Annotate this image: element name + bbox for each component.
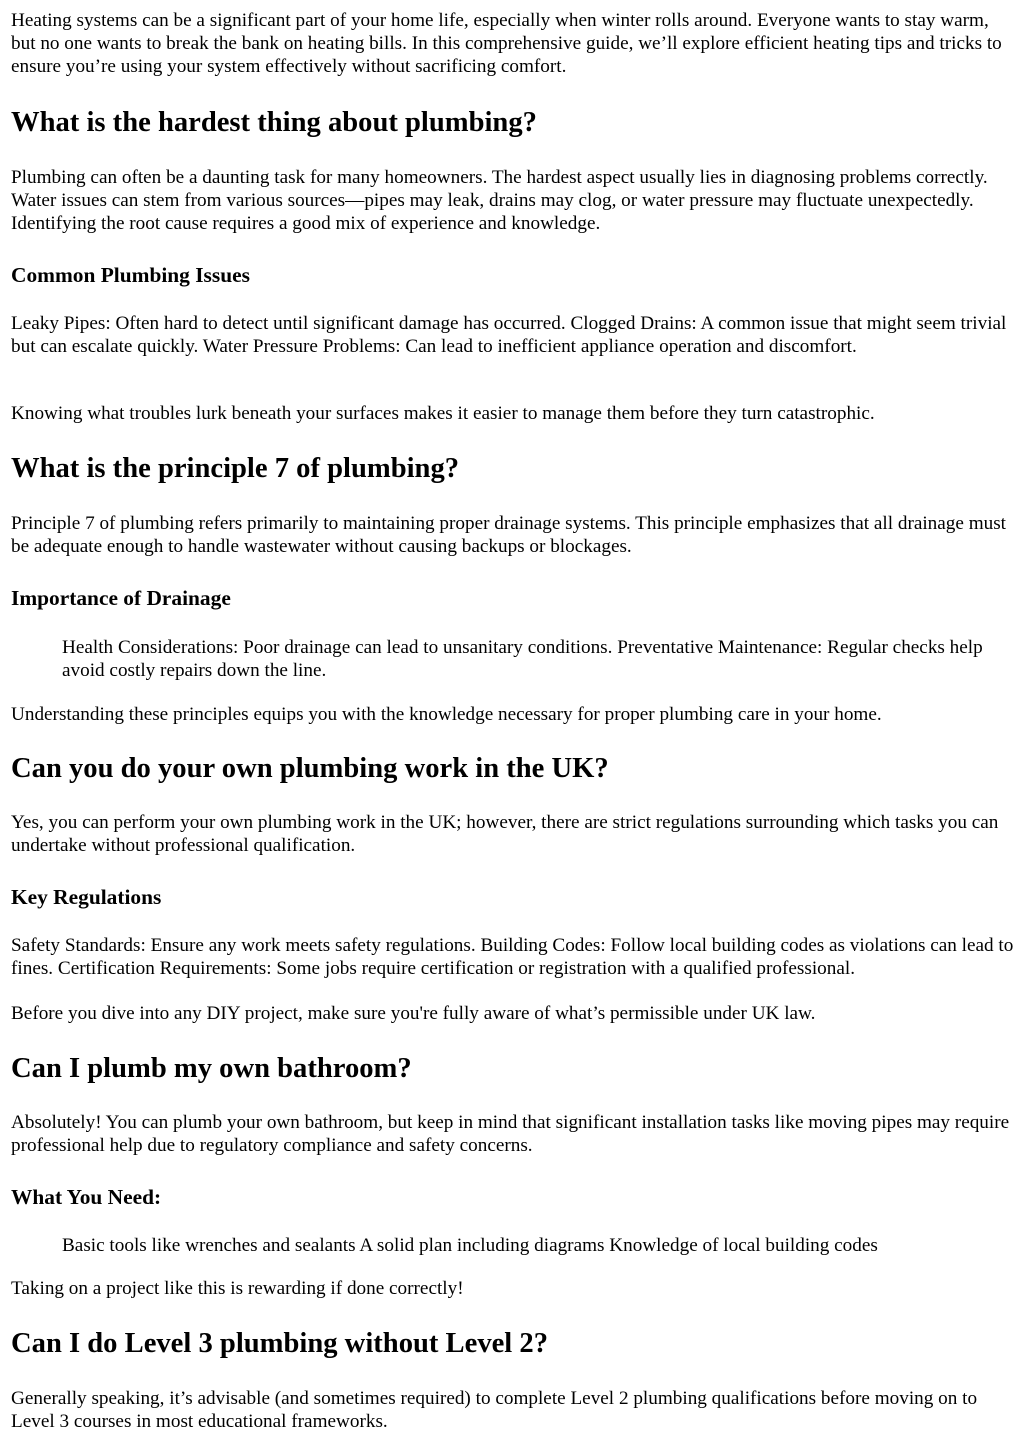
section-heading-hardest-thing: What is the hardest thing about plumbing? — [11, 107, 537, 138]
subheading-what-you-need: What You Need: — [11, 1185, 162, 1209]
list-key-regulations: Safety Standards: Ensure any work meets safety regulations. Building Codes: Follow local building codes as violations can lead to fines. Certification Requirements: Some jobs require certification or registration with a qualified professional. — [11, 935, 1014, 979]
intro-paragraph: Heating systems can be a significant part of your home life, especially when winter rolls around. Everyone wants to stay warm, but no one wants to break the bank on heating bills. In this comprehensive guide, we’ll explore efficient heating tips and tricks to ensure you’re using your system effectively without sacrificing comfort. — [11, 10, 1002, 77]
section-paragraph-uk-plumbing: Yes, you can perform your own plumbing work in the UK; however, there are strict regulations surrounding which tasks you can undertake without professional qualification. — [11, 812, 999, 856]
section-heading-own-bathroom: Can I plumb my own bathroom? — [11, 1053, 412, 1084]
list-common-plumbing-issues: Leaky Pipes: Often hard to detect until significant damage has occurred. Clogged Drains: A common issue that might seem trivial but can escalate quickly. Water Pressure Problems: Can lead to inefficient appliance operation and discomfort. — [11, 313, 1007, 357]
section-paragraph-own-bathroom: Absolutely! You can plumb your own bathroom, but keep in mind that significant installation tasks like moving pipes may require professional help due to regulatory compliance and safety concerns. — [11, 1112, 1010, 1156]
closing-paragraph-uk-plumbing: Before you dive into any DIY project, make sure you're fully aware of what’s permissible under UK law. — [11, 1003, 816, 1024]
section-heading-level-3: Can I do Level 3 plumbing without Level 2? — [11, 1328, 548, 1359]
section-heading-principle-7: What is the principle 7 of plumbing? — [11, 453, 460, 484]
closing-paragraph-principle-7: Understanding these principles equips you with the knowledge necessary for proper plumbing care in your home. — [11, 704, 882, 725]
section-paragraph-level-3: Generally speaking, it’s advisable (and sometimes required) to complete Level 2 plumbing qualifications before moving on to Level 3 courses in most educational frameworks. — [11, 1388, 978, 1432]
list-importance-of-drainage: Health Considerations: Poor drainage can lead to unsanitary conditions. Preventative Maintenance: Regular checks help avoid costly repairs down the line. — [62, 637, 983, 681]
subheading-common-plumbing-issues: Common Plumbing Issues — [11, 263, 250, 287]
list-what-you-need: Basic tools like wrenches and sealants A solid plan including diagrams Knowledge of local building codes — [62, 1235, 878, 1256]
subheading-key-regulations: Key Regulations — [11, 885, 162, 909]
section-paragraph-principle-7: Principle 7 of plumbing refers primarily to maintaining proper drainage systems. This principle emphasizes that all drainage must be adequate enough to handle wastewater without causing backups or blockages. — [11, 513, 1007, 557]
closing-paragraph-own-bathroom: Taking on a project like this is rewarding if done correctly! — [11, 1278, 464, 1299]
section-heading-uk-plumbing: Can you do your own plumbing work in the UK? — [11, 753, 609, 784]
section-paragraph-hardest-thing: Plumbing can often be a daunting task for many homeowners. The hardest aspect usually lies in diagnosing problems correctly. Water issues can stem from various sources—pipes may leak, drains may clog, or water pressure may fluctuate unexpectedly. Identifying the root cause requires a good mix of experience and knowledge. — [11, 167, 988, 234]
closing-paragraph-hardest-thing: Knowing what troubles lurk beneath your surfaces makes it easier to manage them before they turn catastrophic. — [11, 403, 875, 424]
subheading-importance-of-drainage: Importance of Drainage — [11, 586, 231, 610]
